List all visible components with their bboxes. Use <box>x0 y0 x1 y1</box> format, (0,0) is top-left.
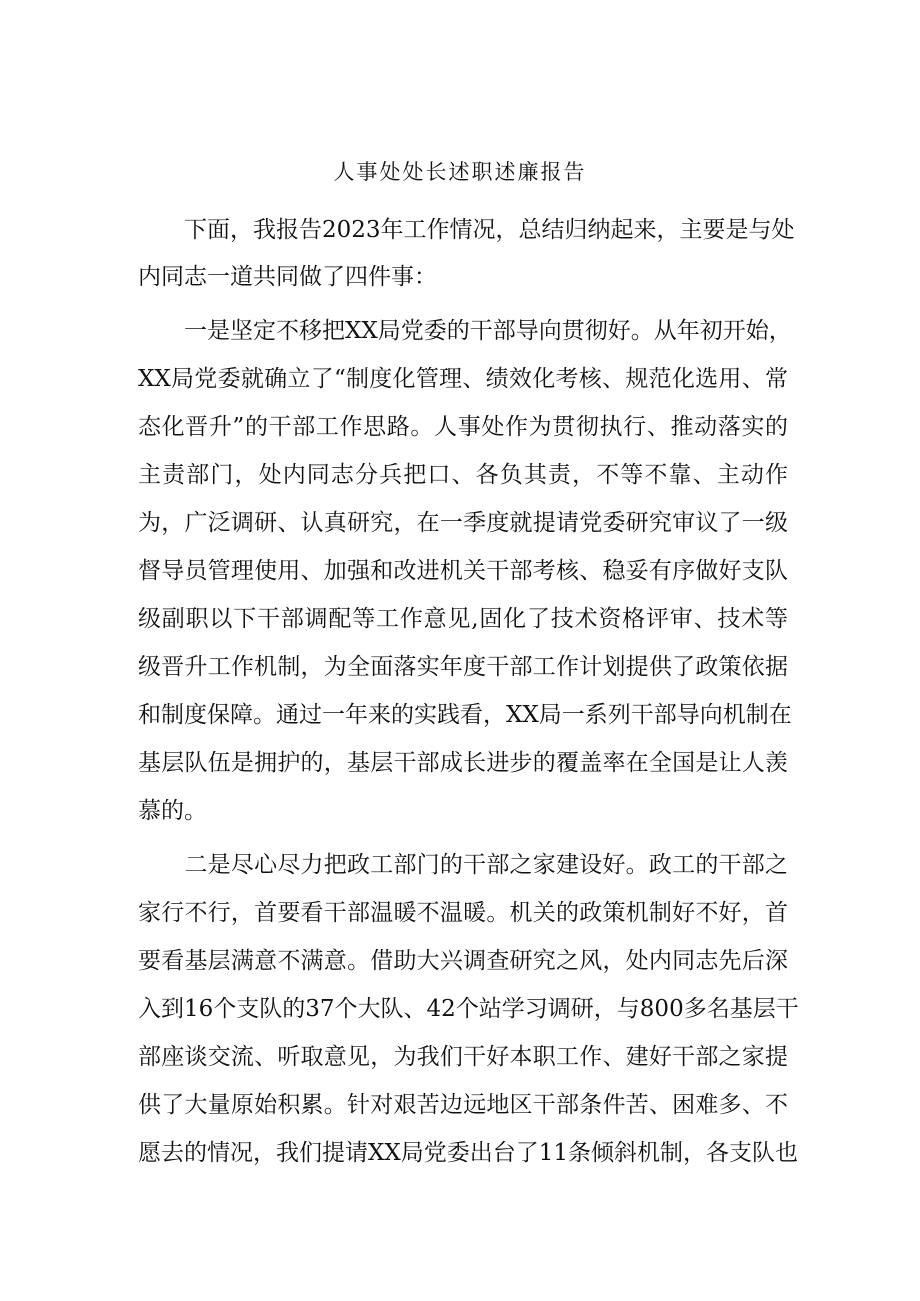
text-line: 和制度保障。通过一年来的实践看，XX局一系列干部导向机制在 <box>138 702 792 728</box>
text-line: 供了大量原始积累。针对艰苦边远地区干部条件苦、困难多、不 <box>138 1092 788 1118</box>
text-line: 愿去的情况，我们提请XX局党委出台了11条倾斜机制，各支队也 <box>138 1140 799 1166</box>
text-line: 要看基层满意不满意。借助大兴调查研究之风，处内同志先后深 <box>138 948 788 974</box>
text-line: 下面，我报告2023年工作情况，总结归纳起来，主要是与处 <box>138 217 795 243</box>
text-line: 二是尽心尽力把政工部门的干部之家建设好。政工的干部之 <box>138 852 788 878</box>
text-line: 慕的。 <box>138 798 207 824</box>
text-line: 级副职以下干部调配等工作意见,固化了技术资格评审、技术等 <box>138 606 788 632</box>
text-line: 家行不行，首要看干部温暖不温暖。机关的政策机制好不好，首 <box>138 900 788 926</box>
text-line: 级晋升工作机制，为全面落实年度干部工作计划提供了政策依据 <box>138 654 788 680</box>
text-line: 主责部门，处内同志分兵把口、各负其责，不等不靠、主动作 <box>138 462 788 488</box>
text-line: 部座谈交流、听取意见，为我们干好本职工作、建好干部之家提 <box>138 1044 788 1070</box>
text-line: 一是坚定不移把XX局党委的干部导向贯彻好。从年初开始， <box>138 318 792 344</box>
text-line: 为，广泛调研、认真研究，在一季度就提请党委研究审议了一级 <box>138 510 788 536</box>
text-line: 态化晋升”的干部工作思路。人事处作为贯彻执行、推动落实的 <box>138 414 788 440</box>
text-line: XX局党委就确立了“制度化管理、绩效化考核、规范化选用、常 <box>138 366 788 392</box>
text-line: 基层队伍是拥护的，基层干部成长进步的覆盖率在全国是让人羡 <box>138 750 788 776</box>
document-title: 人事处处长述职述廉报告 <box>333 160 587 184</box>
text-line: 入到16个支队的37个大队、42个站学习调研，与800多名基层干 <box>138 996 799 1022</box>
text-line: 内同志一道共同做了四件事： <box>138 264 437 290</box>
text-line: 督导员管理使用、加强和改进机关干部考核、稳妥有序做好支队 <box>138 558 788 584</box>
